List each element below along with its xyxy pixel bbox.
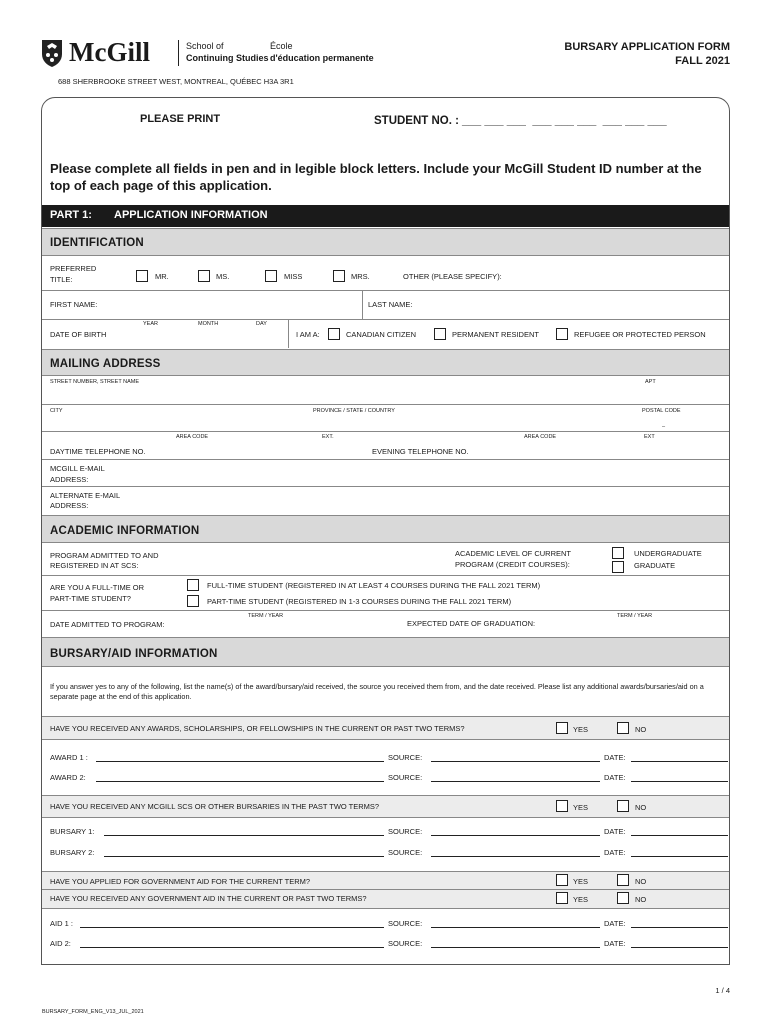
bursary2-label: BURSARY 2: <box>50 848 95 857</box>
status-canadian-citizen: CANADIAN CITIZEN <box>346 330 417 339</box>
bursary1-date-label: DATE: <box>604 827 626 836</box>
award2-date-label: DATE: <box>604 773 626 782</box>
bursary1-input[interactable] <box>104 835 384 836</box>
bursary2-date-label: DATE: <box>604 848 626 857</box>
street-field[interactable]: STREET NUMBER, STREET NAME <box>50 379 140 385</box>
apt-field[interactable]: APT <box>645 379 656 385</box>
bursary2-date-input[interactable] <box>631 856 728 857</box>
first-name-field[interactable]: FIRST NAME: <box>50 300 98 309</box>
title-miss: MISS <box>284 272 303 281</box>
school-en-line1: School of <box>186 41 224 51</box>
bursary2-source-input[interactable] <box>431 856 600 857</box>
parttime-option: PART-TIME STUDENT (REGISTERED IN 1-3 COURSES DURING THE FALL 2021 TERM) <box>207 597 512 606</box>
last-name-field[interactable]: LAST NAME: <box>368 300 413 309</box>
gov-received-no: NO <box>635 895 647 904</box>
mcgill-email-label-1: MCGILL E-MAIL <box>50 464 105 473</box>
aid2-source-input[interactable] <box>431 947 600 948</box>
student-no-blanks[interactable]: ___ ___ ___ ___ ___ ___ ___ ___ ___ <box>462 115 667 127</box>
dob-month-label: MONTH <box>198 321 219 327</box>
checkbox-mr[interactable] <box>136 270 148 282</box>
checkbox-undergraduate[interactable] <box>612 547 624 559</box>
fulltime-question-2: PART-TIME STUDENT? <box>50 594 131 603</box>
city-field[interactable]: CITY <box>50 408 63 414</box>
award1-input[interactable] <box>96 761 384 762</box>
academic-heading: ACADEMIC INFORMATION <box>42 515 729 543</box>
checkbox-mrs[interactable] <box>333 270 345 282</box>
gov-received-question: HAVE YOU RECEIVED ANY GOVERNMENT AID IN THE CURRENT OR PAST TWO TERMS? <box>50 894 367 903</box>
status-refugee: REFUGEE OR PROTECTED PERSON <box>574 330 706 339</box>
school-en-line2: Continuing Studies <box>186 53 269 63</box>
checkbox-awards-no[interactable] <box>617 722 629 734</box>
checkbox-gov-received-no[interactable] <box>617 892 629 904</box>
title-mrs: MRS. <box>351 272 370 281</box>
program-label-1: PROGRAM ADMITTED TO AND <box>50 551 159 560</box>
postal-code-field[interactable]: POSTAL CODE <box>642 408 681 414</box>
aid2-label: AID 2: <box>50 939 71 948</box>
aid2-input[interactable] <box>80 947 384 948</box>
bursary2-source-label: SOURCE: <box>388 848 423 857</box>
alt-email-label-2[interactable]: ADDRESS: <box>50 501 89 510</box>
title-mr: MR. <box>155 272 169 281</box>
eve-ext-label: EXT <box>644 434 655 440</box>
checkbox-ms[interactable] <box>198 270 210 282</box>
bursary-heading: BURSARY/AID INFORMATION <box>42 637 729 667</box>
status-permanent-resident: PERMANENT RESIDENT <box>452 330 539 339</box>
admitted-term-label: TERM / YEAR <box>248 613 284 619</box>
award1-date-label: DATE: <box>604 753 626 762</box>
award1-source-label: SOURCE: <box>388 753 423 762</box>
gov-applied-yes: YES <box>573 877 589 886</box>
dob-year-label: YEAR <box>143 321 158 327</box>
aid2-source-label: SOURCE: <box>388 939 423 948</box>
title-ms: MS. <box>216 272 230 281</box>
date-admitted-field[interactable]: DATE ADMITTED TO PROGRAM: <box>50 620 165 629</box>
preferred-title-label-1: PREFERRED <box>50 264 97 273</box>
bursary1-source-label: SOURCE: <box>388 827 423 836</box>
aid1-date-label: DATE: <box>604 919 626 928</box>
awards-question: HAVE YOU RECEIVED ANY AWARDS, SCHOLARSHIPS, OR FELLOWSHIPS IN THE CURRENT OR PAST TWO TERMS? <box>50 724 465 733</box>
form-title: BURSARY APPLICATION FORM <box>564 41 730 53</box>
aid2-date-input[interactable] <box>631 947 728 948</box>
awards-yes: YES <box>573 725 589 734</box>
mailing-address-heading: MAILING ADDRESS <box>42 349 729 376</box>
mcgill-logo <box>40 38 190 68</box>
aid1-source-label: SOURCE: <box>388 919 423 928</box>
level-graduate: GRADUATE <box>634 561 676 570</box>
checkbox-bursaries-yes[interactable] <box>556 800 568 812</box>
expected-grad-field[interactable]: EXPECTED DATE OF GRADUATION: <box>407 619 536 628</box>
title-other[interactable]: OTHER (PLEASE SPECIFY): <box>403 272 502 281</box>
bursary-note: If you answer yes to any of the following, list the name(s) of the award/bursary/aid received, the source you received them from, and the date received. Please list any additional awards/bursaries/aid on a separate page at the end of this application. <box>50 682 704 701</box>
award2-label: AWARD 2: <box>50 773 86 782</box>
checkbox-gov-received-yes[interactable] <box>556 892 568 904</box>
award1-source-input[interactable] <box>431 761 600 762</box>
identification-heading: IDENTIFICATION <box>42 228 729 256</box>
preferred-title-label-2: TITLE: <box>50 275 73 284</box>
award2-source-input[interactable] <box>431 781 600 782</box>
logo-divider <box>178 40 179 66</box>
evening-phone-field[interactable]: EVENING TELEPHONE NO. <box>372 447 469 456</box>
award2-input[interactable] <box>96 781 384 782</box>
bursary2-input[interactable] <box>104 856 384 857</box>
grad-term-label: TERM / YEAR <box>617 613 653 619</box>
award2-source-label: SOURCE: <box>388 773 423 782</box>
checkbox-fulltime[interactable] <box>187 579 199 591</box>
day-ext-label: EXT. <box>322 434 334 440</box>
checkbox-parttime[interactable] <box>187 595 199 607</box>
checkbox-awards-yes[interactable] <box>556 722 568 734</box>
bursary1-label: BURSARY 1: <box>50 827 95 836</box>
daytime-phone-field[interactable]: DAYTIME TELEPHONE NO. <box>50 447 146 456</box>
dob-day-label: DAY <box>256 321 267 327</box>
award2-date-input[interactable] <box>631 781 728 782</box>
level-label-1: ACADEMIC LEVEL OF CURRENT <box>455 549 571 558</box>
dob-field[interactable]: DATE OF BIRTH <box>50 330 107 339</box>
checkbox-gov-applied-yes[interactable] <box>556 874 568 886</box>
gov-applied-no: NO <box>635 877 647 886</box>
award1-label: AWARD 1 : <box>50 753 88 762</box>
level-undergraduate: UNDERGRADUATE <box>634 549 702 558</box>
crest-icon <box>40 38 64 68</box>
form-term: FALL 2021 <box>675 55 730 67</box>
checkbox-canadian-citizen[interactable] <box>328 328 340 340</box>
checkbox-bursaries-no[interactable] <box>617 800 629 812</box>
instructions: Please complete all fields in pen and in legible block letters. Include your McGill Student ID number at the top of each page of this application. <box>50 161 702 193</box>
alt-email-label-1: ALTERNATE E-MAIL <box>50 491 121 500</box>
checkbox-permanent-resident[interactable] <box>434 328 446 340</box>
part1-label: PART 1: <box>50 209 92 221</box>
checkbox-miss[interactable] <box>265 270 277 282</box>
please-print: PLEASE PRINT <box>140 113 221 125</box>
checkbox-refugee[interactable] <box>556 328 568 340</box>
award1-date-input[interactable] <box>631 761 728 762</box>
bursaries-no: NO <box>635 803 647 812</box>
part1-title: APPLICATION INFORMATION <box>114 209 268 221</box>
bursary1-date-input[interactable] <box>631 835 728 836</box>
bursaries-question: HAVE YOU RECEIVED ANY MCGILL SCS OR OTHER BURSARIES IN THE PAST TWO TERMS? <box>50 802 380 811</box>
aid2-date-label: DATE: <box>604 939 626 948</box>
gov-applied-question: HAVE YOU APPLIED FOR GOVERNMENT AID FOR THE CURRENT TERM? <box>50 877 311 886</box>
checkbox-graduate[interactable] <box>612 561 624 573</box>
province-field[interactable]: PROVINCE / STATE / COUNTRY <box>313 408 395 414</box>
aid1-input[interactable] <box>80 927 384 928</box>
mcgill-email-label-2[interactable]: ADDRESS: <box>50 475 89 484</box>
bursaries-yes: YES <box>573 803 589 812</box>
fulltime-option: FULL-TIME STUDENT (REGISTERED IN AT LEAST 4 COURSES DURING THE FALL 2021 TERM) <box>207 581 541 590</box>
fulltime-question-1: ARE YOU A FULL-TIME OR <box>50 583 145 592</box>
gov-received-yes: YES <box>573 895 589 904</box>
i-am-a-label: I AM A: <box>296 330 320 339</box>
student-no-label: STUDENT NO. : <box>374 115 459 127</box>
logo-wordmark: McGill <box>69 37 150 67</box>
checkbox-gov-applied-no[interactable] <box>617 874 629 886</box>
part1-bar <box>42 205 729 227</box>
level-label-2: PROGRAM (CREDIT COURSES): <box>455 560 570 569</box>
school-fr-line1: École <box>270 41 293 51</box>
awards-no: NO <box>635 725 647 734</box>
form-code: BURSARY_FORM_ENG_V13_JUL_2021 <box>42 1009 144 1015</box>
day-area-code-label: AREA CODE <box>176 434 209 440</box>
program-label-2[interactable]: REGISTERED IN AT SCS: <box>50 561 139 570</box>
school-address: 688 SHERBROOKE STREET WEST, MONTREAL, QUÉBEC H3A 3R1 <box>58 77 294 86</box>
postal-dash: – <box>662 424 666 430</box>
page-number: 1 / 4 <box>715 986 730 995</box>
aid1-label: AID 1 : <box>50 919 73 928</box>
eve-area-code-label: AREA CODE <box>524 434 557 440</box>
bursary1-source-input[interactable] <box>431 835 600 836</box>
aid1-date-input[interactable] <box>631 927 728 928</box>
aid1-source-input[interactable] <box>431 927 600 928</box>
school-fr-line2: d'éducation permanente <box>270 53 374 63</box>
